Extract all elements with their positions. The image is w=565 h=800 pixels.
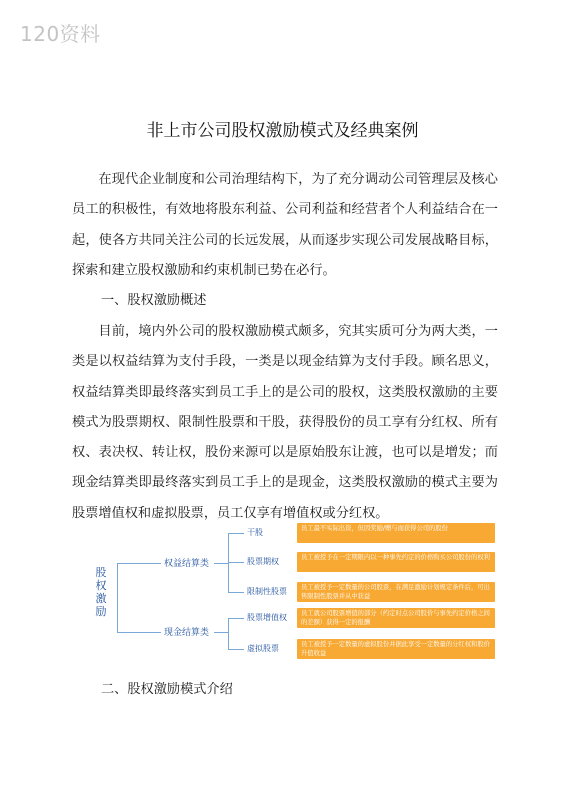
leaf-label-restricted-stock: 限制性股票	[247, 587, 287, 596]
connector-root-to-cash	[117, 632, 161, 633]
branch-label-equity: 权益结算类	[164, 559, 210, 569]
section-1-paragraph: 目前，境内外公司的股权激励模式颇多，究其实质可分为两大类，一类是以权益结算为支付手段，一类是以现金结算为支付手段。顾名思义，权益结算类即最终落实到员工手上的是公司的股权，这类股权激励的主要模式为股票期权、限制性股票和干股，获得股份的员工享有分红权、所有权、表决权、转让权，股份来源可以是原始股东让渡，也可以是增发；而现金结算类即最终落实到员工手上的是现金，这类股权激励的模式主要为股票增值权和虚拟股票，员工仅享有增值权或分红权。	[72, 324, 498, 521]
leaf-description-gangu: 员工最不实际出资，但因奖励/赠与而获得公司的股份	[297, 523, 495, 543]
section-2-heading: 二、股权激励模式介绍	[101, 682, 233, 697]
branch-label-cash: 现金结算类	[164, 628, 210, 638]
equity-incentive-diagram	[86, 516, 506, 662]
document-title: 非上市公司股权激励模式及经典案例	[146, 121, 419, 141]
connector-to-leaf-2	[228, 562, 244, 563]
leaf-description-stock-option: 员工被授予在一定期限内以一种事先约定的价格购买公司股份的权利	[297, 552, 495, 572]
leaf-label-stock-option: 股票期权	[247, 557, 279, 566]
leaf-label-stock-appreciation-right: 股票增值权	[247, 613, 287, 622]
leaf-description-stock-appreciation-right: 员工就公司股票增值的部分（约定时点公司股价与事先约定价格之间的差额）获得一定的报酬	[297, 608, 495, 628]
leaf-description-virtual-stock: 员工被授予一定数量的虚拟股份并据此享受一定数量的分红权和股价升值收益	[297, 639, 495, 659]
leaf-description-restricted-stock: 员工被授予一定数量的公司股票，在满足激励计划规定条件后，可出售限制性股票并从中获益	[297, 582, 495, 602]
connector-to-leaf-1	[228, 533, 244, 534]
connector-equity-to-group	[214, 563, 228, 564]
intro-paragraph: 在现代企业制度和公司治理结构下，为了充分调动公司管理层及核心员工的积极性，有效地将股东利益、公司利益和经营者个人利益结合在一起，使各方共同关注公司的长远发展，从而逐步实现公司发展战略目标，探索和建立股权激励和约束机制已势在必行。	[72, 172, 498, 278]
connector-to-leaf-5	[228, 649, 244, 650]
connector-cash-vertical	[228, 618, 229, 649]
connector-root-vertical	[117, 563, 118, 633]
section-1-heading: 一、股权激励概述	[101, 293, 207, 308]
connector-cash-to-group	[214, 632, 228, 633]
leaf-label-virtual-stock: 虚拟股票	[247, 644, 279, 653]
connector-root-to-equity	[117, 563, 161, 564]
watermark: 120资料	[20, 22, 101, 46]
diagram-root-label: 股权激励	[95, 566, 107, 618]
connector-to-leaf-3	[228, 592, 244, 593]
connector-to-leaf-4	[228, 618, 244, 619]
leaf-label-gangu: 干股	[247, 528, 263, 537]
